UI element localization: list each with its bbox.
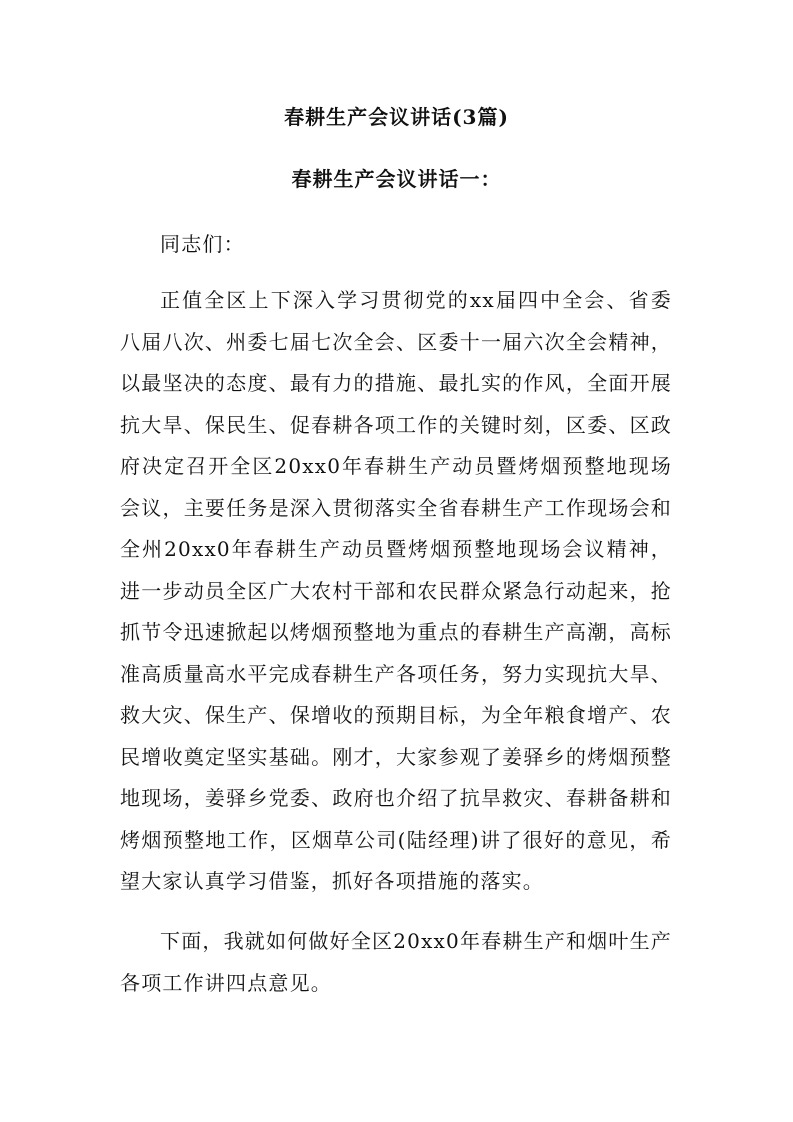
body-paragraph-1: 正值全区上下深入学习贯彻党的xx届四中全会、省委八届八次、州委七届七次全会、区委十一届六次全会精神，以最坚决的态度、最有力的措施、最扎实的作风，全面开展抗大旱、保民生、促春耕各项工作的关键时刻，区委、区政府决定召开全区20xx0年春耕生产动员暨烤烟预整地现场会议，主要任务是深入贯彻落实全省春耕生产工作现场会和全州20xx0年春耕生产动员暨烤烟预整地现场会议精神，进一步动员全区广大农村干部和农民群众紧急行动起来，抢抓节令迅速掀起以烤烟预整地为重点的春耕生产高潮，高标准高质量高水平完成春耕生产各项任务，努力实现抗大旱、救大灾、保生产、保增收的预期目标，为全年粮食增产、农民增收奠定坚实基础。刚才，大家参观了姜驿乡的烤烟预整地现场，姜驿乡党委、政府也介绍了抗旱救灾、春耕备耕和烤烟预整地工作，区烟草公司(陆经理)讲了很好的意见，希望大家认真学习借鉴，抓好各项措施的落实。: [120, 288, 672, 893]
body-paragraph-2: 下面，我就如何做好全区20xx0年春耕生产和烟叶生产各项工作讲四点意见。: [120, 929, 672, 995]
document-title: 春耕生产会议讲话(3篇): [284, 105, 509, 129]
salutation: 同志们：: [160, 232, 245, 256]
section-title: 春耕生产会议讲话一：: [291, 167, 502, 191]
